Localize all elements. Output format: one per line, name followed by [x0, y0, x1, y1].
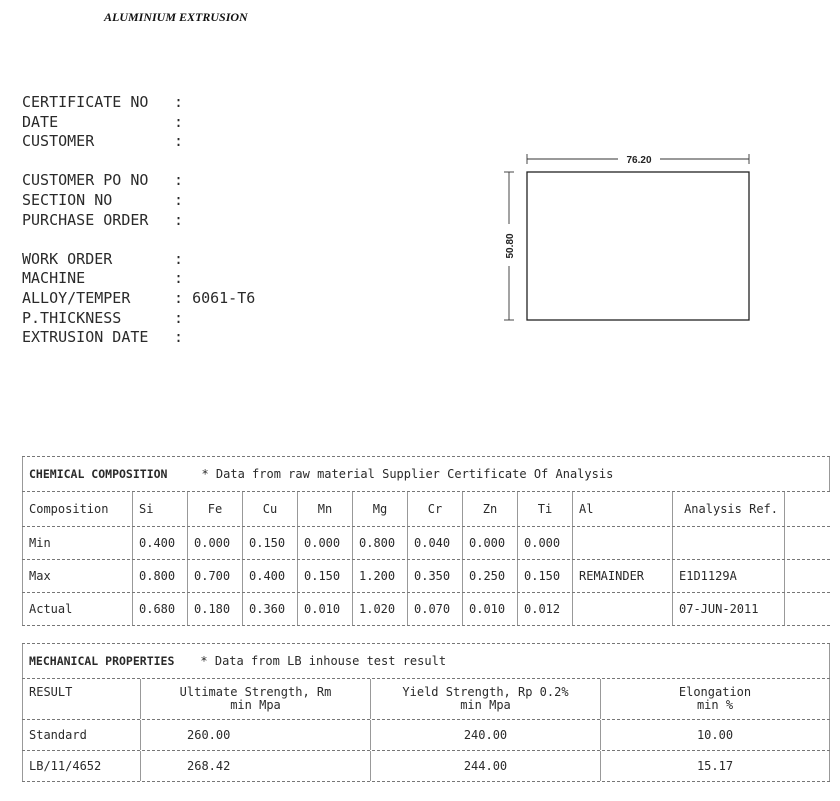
table-cell: 0.350 — [407, 560, 462, 592]
table-cell: 0.360 — [242, 593, 297, 625]
header-cell-uts — [140, 679, 370, 719]
table-cell: 0.040 — [407, 527, 462, 559]
field-alloy-temper: ALLOY/TEMPER : 6061-T6 — [22, 288, 256, 307]
field-machine: MACHINE : — [22, 269, 184, 288]
row-label: Min — [22, 527, 132, 559]
table-row — [22, 527, 830, 560]
field-work-order: WORK ORDER : — [22, 249, 184, 268]
table-cell: 268.42 — [140, 751, 370, 781]
field-label: SECTION NO — [22, 190, 113, 209]
row-label: Actual — [22, 593, 132, 625]
certificate-fields — [22, 93, 255, 348]
field-customer: CUSTOMER : — [22, 132, 184, 151]
table-cell: 0.400 — [242, 560, 297, 592]
profile-rectangle — [527, 172, 749, 320]
field-label: CUSTOMER — [22, 132, 95, 151]
row-label: Max — [22, 560, 132, 592]
field-value: 6061-T6 — [192, 288, 256, 307]
table-cell: 10.00 — [600, 720, 830, 750]
table-cell: 0.180 — [187, 593, 242, 625]
table-cell: 0.680 — [132, 593, 187, 625]
chemical-body — [22, 527, 830, 626]
table-cell: 0.070 — [407, 593, 462, 625]
mechanical-properties-table — [22, 643, 830, 782]
header-line: Ultimate Strength, Rm — [179, 685, 332, 699]
field-label: P.THICKNESS — [22, 308, 122, 327]
table-cell: 0.250 — [462, 560, 517, 592]
table-cell: 0.010 — [297, 593, 352, 625]
row-label: Standard — [22, 720, 140, 750]
header-cell: Cr — [407, 492, 462, 526]
header-cell: RESULT — [22, 679, 140, 719]
field-certificate-no: CERTIFICATE NO : — [22, 93, 184, 111]
mechanical-note: * Data from LB inhouse test result — [200, 654, 447, 668]
table-cell: 0.150 — [242, 527, 297, 559]
table-row — [22, 720, 830, 751]
table-cell: 0.150 — [517, 560, 572, 592]
table-cell: 244.00 — [370, 751, 600, 781]
header-cell: Mg — [352, 492, 407, 526]
field-purchase-order: PURCHASE ORDER : — [22, 210, 184, 229]
mechanical-title-row — [22, 644, 830, 679]
field-label: ALLOY/TEMPER — [22, 288, 131, 307]
mechanical-title: MECHANICAL PROPERTIES — [29, 654, 175, 668]
field-customer-po-no: CUSTOMER PO NO : — [22, 171, 184, 190]
table-cell: 0.700 — [187, 560, 242, 592]
table-cell: 0.800 — [352, 527, 407, 559]
analysis-ref: E1D1129A — [672, 560, 785, 592]
chemical-header-row — [22, 492, 830, 527]
table-cell: 0.400 — [132, 527, 187, 559]
field-label: CERTIFICATE NO — [22, 93, 149, 111]
field-label: DATE — [22, 112, 59, 131]
table-cell: 0.150 — [297, 560, 352, 592]
field-label: MACHINE — [22, 269, 86, 288]
header-cell: Analysis Ref. — [672, 492, 785, 526]
width-dimension-label: 76.20 — [626, 155, 652, 166]
section-drawing — [500, 150, 760, 330]
height-dimension-label: 50.80 — [505, 233, 516, 259]
chemical-composition-table — [22, 456, 830, 626]
company-name: ALUMINIUM EXTRUSION — [104, 10, 248, 24]
table-cell: 15.17 — [600, 751, 830, 781]
chemical-title-row — [22, 457, 830, 492]
header-cell: Fe — [187, 492, 242, 526]
header-line: min Mpa — [230, 698, 281, 712]
field-section-no: SECTION NO : — [22, 190, 184, 209]
table-cell: 1.020 — [352, 593, 407, 625]
table-cell: 0.010 — [462, 593, 517, 625]
field-label: PURCHASE ORDER — [22, 210, 149, 229]
header-cell: Mn — [297, 492, 352, 526]
al-remainder: REMAINDER — [572, 560, 672, 592]
table-cell: 1.200 — [352, 560, 407, 592]
table-cell: 0.000 — [462, 527, 517, 559]
header-cell: Si — [132, 492, 187, 526]
table-cell: 0.012 — [517, 593, 572, 625]
table-cell: 240.00 — [370, 720, 600, 750]
table-cell: 260.00 — [140, 720, 370, 750]
header-cell-elongation — [600, 679, 830, 719]
table-row — [22, 751, 830, 782]
header-cell: Zn — [462, 492, 517, 526]
chemical-note: * Data from raw material Supplier Certificate Of Analysis — [201, 467, 614, 481]
header-cell-ys — [370, 679, 600, 719]
table-row — [22, 560, 830, 593]
field-label: EXTRUSION DATE — [22, 328, 149, 347]
table-cell: 0.000 — [517, 527, 572, 559]
table-cell: 0.000 — [187, 527, 242, 559]
header-line: min % — [696, 698, 734, 712]
table-cell: 0.800 — [132, 560, 187, 592]
chemical-title: CHEMICAL COMPOSITION — [29, 467, 168, 481]
row-label: LB/11/4652 — [22, 751, 140, 781]
header-cell: Ti — [517, 492, 572, 526]
header-cell: Al — [572, 492, 672, 526]
field-extrusion-date: EXTRUSION DATE : — [22, 328, 184, 347]
header-cell: Composition — [22, 492, 132, 526]
header-line: Elongation — [678, 685, 752, 699]
header-line: Yield Strength, Rp 0.2% — [402, 685, 569, 699]
table-cell: 0.000 — [297, 527, 352, 559]
header-cell: Cu — [242, 492, 297, 526]
field-label: WORK ORDER — [22, 249, 113, 268]
field-date: DATE : — [22, 112, 184, 131]
mechanical-header-row — [22, 679, 830, 720]
header-line: min Mpa — [460, 698, 511, 712]
field-label: CUSTOMER PO NO — [22, 171, 149, 190]
analysis-date: 07-JUN-2011 — [672, 593, 785, 625]
table-row — [22, 593, 830, 626]
field-p-thickness: P.THICKNESS : — [22, 308, 184, 327]
